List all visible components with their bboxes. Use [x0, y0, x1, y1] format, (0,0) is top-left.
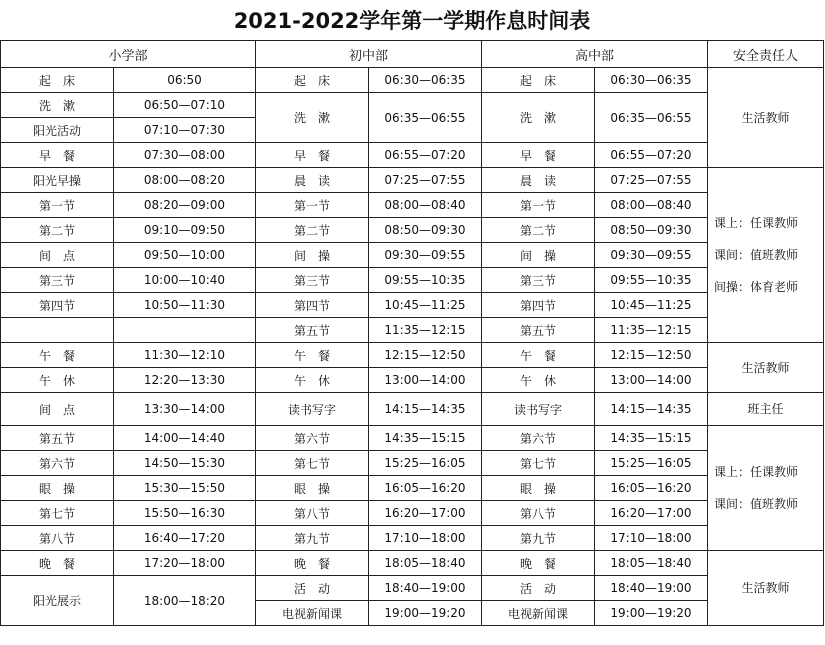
- responsible-line: 课间：值班教师: [714, 497, 799, 511]
- senior-activity: 洗 漱: [482, 93, 595, 143]
- header-junior: 初中部: [256, 41, 482, 68]
- table-row: [1, 68, 824, 93]
- table-row: [1, 218, 824, 243]
- senior-activity: 第四节: [482, 293, 595, 318]
- table-row: [1, 268, 824, 293]
- primary-time: 06:50: [114, 68, 256, 93]
- responsible-line: 课上：任课教师: [714, 465, 799, 479]
- junior-activity: 第二节: [256, 218, 369, 243]
- senior-time: 14:35—15:15: [595, 426, 708, 451]
- primary-activity: 间 点: [1, 393, 114, 426]
- junior-time: 12:15—12:50: [369, 343, 482, 368]
- primary-activity: 第一节: [1, 193, 114, 218]
- senior-activity: 读书写字: [482, 393, 595, 426]
- primary-time: [114, 318, 256, 343]
- senior-time: 12:15—12:50: [595, 343, 708, 368]
- table-row: [1, 293, 824, 318]
- primary-activity: [1, 318, 114, 343]
- junior-time: 14:15—14:35: [369, 393, 482, 426]
- primary-time: 15:30—15:50: [114, 476, 256, 501]
- junior-activity: 第八节: [256, 501, 369, 526]
- primary-time: 10:00—10:40: [114, 268, 256, 293]
- senior-activity: 眼 操: [482, 476, 595, 501]
- senior-time: 18:05—18:40: [595, 551, 708, 576]
- table-row: [1, 526, 824, 551]
- table-row: [1, 368, 824, 393]
- senior-activity: 第二节: [482, 218, 595, 243]
- senior-activity: 第六节: [482, 426, 595, 451]
- primary-activity: 第四节: [1, 293, 114, 318]
- junior-activity: 眼 操: [256, 476, 369, 501]
- junior-activity: 晨 读: [256, 168, 369, 193]
- primary-activity: 第五节: [1, 426, 114, 451]
- junior-time: 08:00—08:40: [369, 193, 482, 218]
- senior-time: 19:00—19:20: [595, 601, 708, 626]
- responsible-evening: 生活教师: [708, 551, 824, 626]
- junior-time: 09:55—10:35: [369, 268, 482, 293]
- primary-time: 16:40—17:20: [114, 526, 256, 551]
- table-row: [1, 576, 824, 601]
- junior-time: 11:35—12:15: [369, 318, 482, 343]
- primary-activity: 早 餐: [1, 143, 114, 168]
- junior-activity: 第六节: [256, 426, 369, 451]
- primary-time: 11:30—12:10: [114, 343, 256, 368]
- primary-time: 15:50—16:30: [114, 501, 256, 526]
- primary-activity: 第三节: [1, 268, 114, 293]
- primary-time: 07:10—07:30: [114, 118, 256, 143]
- primary-activity: 阳光展示: [1, 576, 114, 626]
- primary-activity: 阳光活动: [1, 118, 114, 143]
- table-row: [1, 243, 824, 268]
- header-primary: 小学部: [1, 41, 256, 68]
- responsible-line: 间操：体育老师: [714, 280, 799, 294]
- junior-activity: 第七节: [256, 451, 369, 476]
- responsible-noon: 生活教师: [708, 343, 824, 393]
- responsible-reading: 班主任: [708, 393, 824, 426]
- junior-time: 18:40—19:00: [369, 576, 482, 601]
- primary-activity: 第八节: [1, 526, 114, 551]
- junior-activity: 电视新闻课: [256, 601, 369, 626]
- junior-time: 06:35—06:55: [369, 93, 482, 143]
- senior-time: 07:25—07:55: [595, 168, 708, 193]
- senior-time: 09:30—09:55: [595, 243, 708, 268]
- senior-activity: 活 动: [482, 576, 595, 601]
- table-row: [1, 143, 824, 168]
- table-row: [1, 93, 824, 118]
- primary-activity: 间 点: [1, 243, 114, 268]
- primary-time: 08:00—08:20: [114, 168, 256, 193]
- senior-time: 15:25—16:05: [595, 451, 708, 476]
- primary-time: 18:00—18:20: [114, 576, 256, 626]
- junior-activity: 晚 餐: [256, 551, 369, 576]
- primary-activity: 午 休: [1, 368, 114, 393]
- senior-time: 10:45—11:25: [595, 293, 708, 318]
- junior-time: 19:00—19:20: [369, 601, 482, 626]
- primary-activity: 午 餐: [1, 343, 114, 368]
- senior-activity: 早 餐: [482, 143, 595, 168]
- junior-activity: 午 休: [256, 368, 369, 393]
- junior-time: 07:25—07:55: [369, 168, 482, 193]
- primary-time: 09:10—09:50: [114, 218, 256, 243]
- junior-activity: 起 床: [256, 68, 369, 93]
- table-row: [1, 451, 824, 476]
- junior-activity: 活 动: [256, 576, 369, 601]
- senior-time: 13:00—14:00: [595, 368, 708, 393]
- page-title: 2021-2022学年第一学期作息时间表: [1, 0, 824, 41]
- primary-time: 07:30—08:00: [114, 143, 256, 168]
- senior-time: 18:40—19:00: [595, 576, 708, 601]
- junior-activity: 第一节: [256, 193, 369, 218]
- senior-activity: 午 餐: [482, 343, 595, 368]
- junior-time: 14:35—15:15: [369, 426, 482, 451]
- table-row: [1, 168, 824, 193]
- junior-time: 15:25—16:05: [369, 451, 482, 476]
- senior-activity: 间 操: [482, 243, 595, 268]
- junior-activity: 第三节: [256, 268, 369, 293]
- junior-time: 10:45—11:25: [369, 293, 482, 318]
- responsible-line: 课上：任课教师: [714, 216, 799, 230]
- senior-time: 14:15—14:35: [595, 393, 708, 426]
- junior-time: 17:10—18:00: [369, 526, 482, 551]
- senior-activity: 电视新闻课: [482, 601, 595, 626]
- primary-activity: 第六节: [1, 451, 114, 476]
- header-responsible: 安全责任人: [708, 41, 824, 68]
- primary-activity: 阳光早操: [1, 168, 114, 193]
- junior-activity: 早 餐: [256, 143, 369, 168]
- primary-activity: 晚 餐: [1, 551, 114, 576]
- senior-time: 09:55—10:35: [595, 268, 708, 293]
- table-row: [1, 393, 824, 426]
- primary-time: 14:50—15:30: [114, 451, 256, 476]
- junior-time: 08:50—09:30: [369, 218, 482, 243]
- junior-activity: 洗 漱: [256, 93, 369, 143]
- senior-activity: 晨 读: [482, 168, 595, 193]
- primary-time: 08:20—09:00: [114, 193, 256, 218]
- primary-activity: 第七节: [1, 501, 114, 526]
- table-row: [1, 501, 824, 526]
- primary-time: 10:50—11:30: [114, 293, 256, 318]
- senior-time: 16:05—16:20: [595, 476, 708, 501]
- primary-time: 09:50—10:00: [114, 243, 256, 268]
- junior-time: 06:30—06:35: [369, 68, 482, 93]
- junior-activity: 午 餐: [256, 343, 369, 368]
- senior-activity: 第九节: [482, 526, 595, 551]
- junior-time: 09:30—09:55: [369, 243, 482, 268]
- primary-activity: 起 床: [1, 68, 114, 93]
- junior-activity: 读书写字: [256, 393, 369, 426]
- senior-activity: 第八节: [482, 501, 595, 526]
- senior-time: 11:35—12:15: [595, 318, 708, 343]
- responsible-afternoon: [708, 426, 824, 551]
- table-row: [1, 318, 824, 343]
- primary-activity: 第二节: [1, 218, 114, 243]
- senior-time: 08:00—08:40: [595, 193, 708, 218]
- primary-time: 13:30—14:00: [114, 393, 256, 426]
- table-row: [1, 343, 824, 368]
- senior-time: 08:50—09:30: [595, 218, 708, 243]
- junior-time: 06:55—07:20: [369, 143, 482, 168]
- senior-time: 06:55—07:20: [595, 143, 708, 168]
- senior-time: 17:10—18:00: [595, 526, 708, 551]
- table-row: [1, 426, 824, 451]
- junior-activity: 第九节: [256, 526, 369, 551]
- junior-activity: 第五节: [256, 318, 369, 343]
- primary-time: 12:20—13:30: [114, 368, 256, 393]
- junior-time: 13:00—14:00: [369, 368, 482, 393]
- primary-time: 17:20—18:00: [114, 551, 256, 576]
- senior-activity: 第三节: [482, 268, 595, 293]
- senior-activity: 午 休: [482, 368, 595, 393]
- junior-time: 16:20—17:00: [369, 501, 482, 526]
- senior-activity: 第一节: [482, 193, 595, 218]
- table-row: [1, 193, 824, 218]
- senior-time: 16:20—17:00: [595, 501, 708, 526]
- table-row: [1, 551, 824, 576]
- primary-time: 14:00—14:40: [114, 426, 256, 451]
- senior-time: 06:30—06:35: [595, 68, 708, 93]
- primary-activity: 洗 漱: [1, 93, 114, 118]
- primary-time: 06:50—07:10: [114, 93, 256, 118]
- senior-activity: 晚 餐: [482, 551, 595, 576]
- junior-activity: 第四节: [256, 293, 369, 318]
- senior-time: 06:35—06:55: [595, 93, 708, 143]
- responsible-line: 课间：值班教师: [714, 248, 799, 262]
- senior-activity: 起 床: [482, 68, 595, 93]
- junior-activity: 间 操: [256, 243, 369, 268]
- junior-time: 18:05—18:40: [369, 551, 482, 576]
- table-row: [1, 476, 824, 501]
- primary-activity: 眼 操: [1, 476, 114, 501]
- responsible-classes: [708, 168, 824, 343]
- responsible-morning: 生活教师: [708, 68, 824, 168]
- senior-activity: 第七节: [482, 451, 595, 476]
- senior-activity: 第五节: [482, 318, 595, 343]
- header-senior: 高中部: [482, 41, 708, 68]
- junior-time: 16:05—16:20: [369, 476, 482, 501]
